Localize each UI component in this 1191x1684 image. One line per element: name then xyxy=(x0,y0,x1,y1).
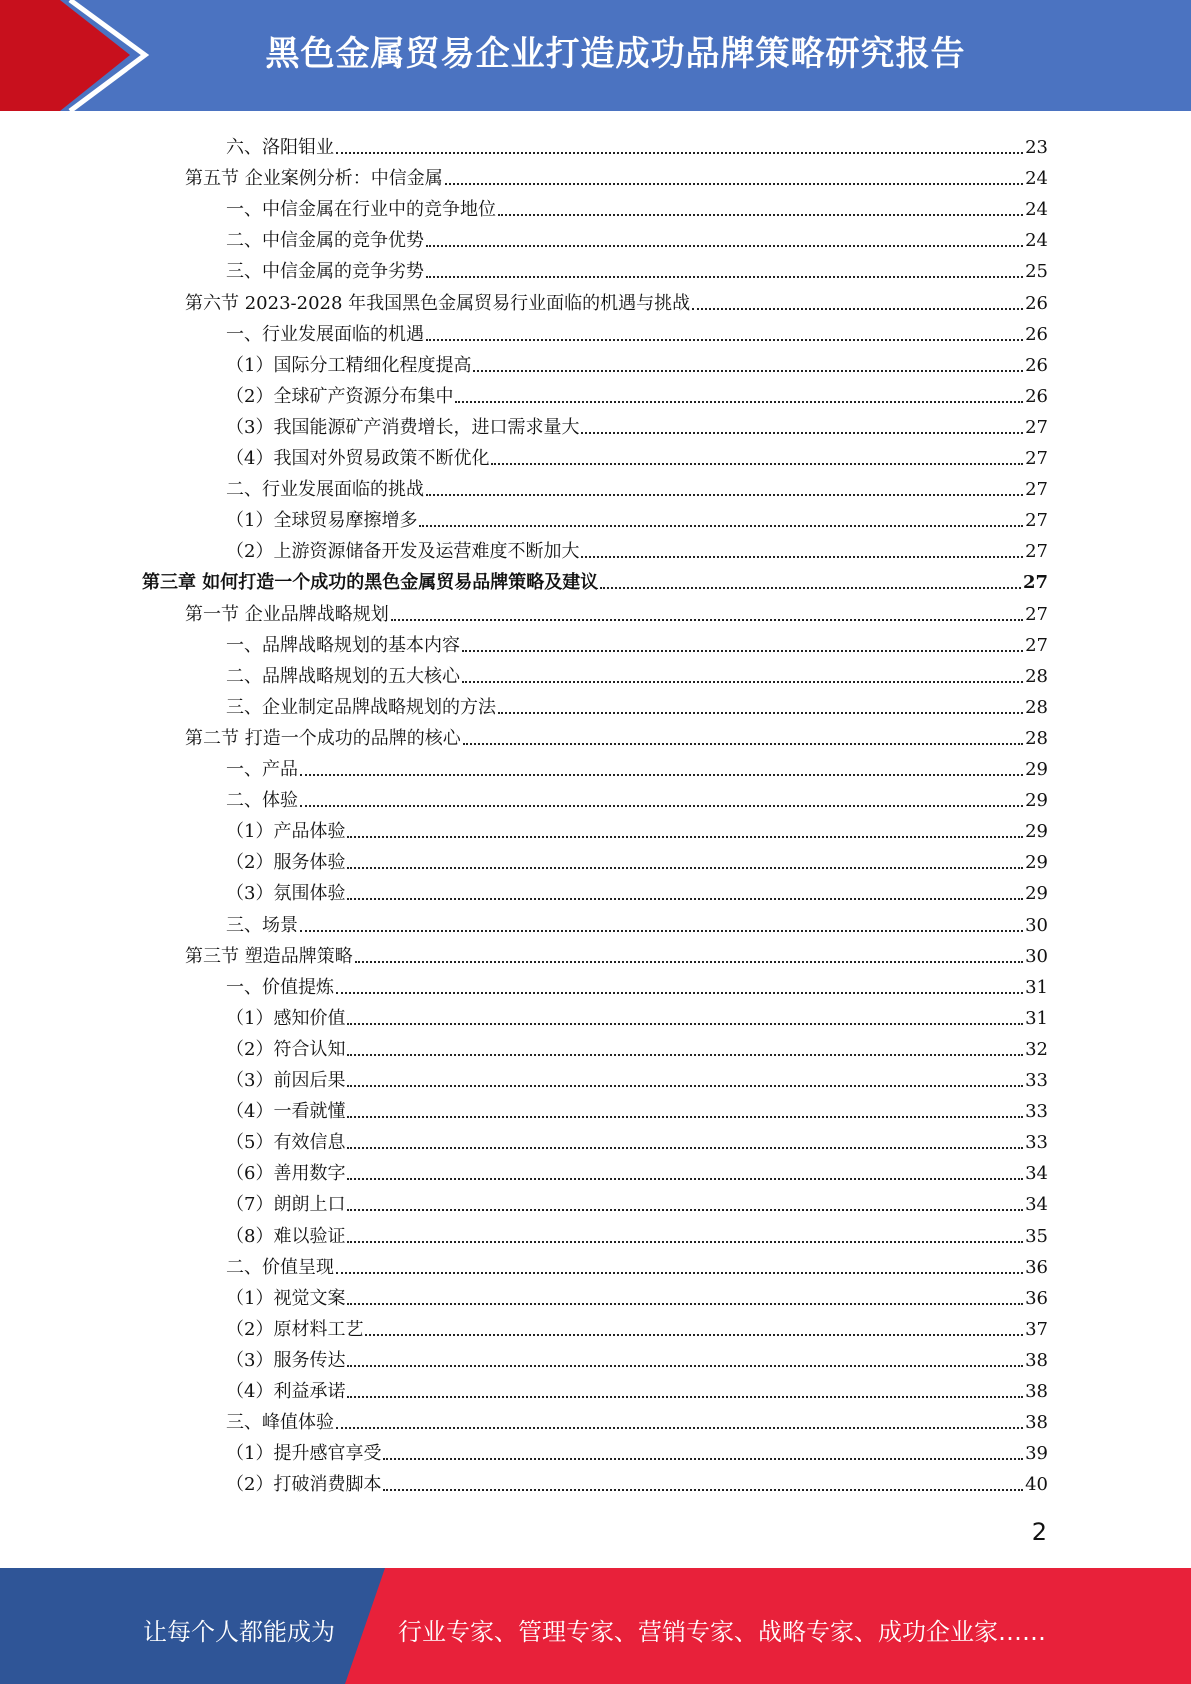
toc-entry-page: 27 xyxy=(1025,603,1048,625)
toc-entry-title: 三、场景 xyxy=(226,914,298,936)
toc-entry[interactable] xyxy=(226,190,1048,221)
toc-dot-leader xyxy=(347,1241,1023,1243)
page-number: 2 xyxy=(1031,1518,1047,1546)
toc-entry-title: 二、体验 xyxy=(226,790,298,812)
toc-dot-leader xyxy=(383,1489,1023,1491)
toc-entry-title: （4）我国对外贸易政策不断优化 xyxy=(226,448,490,469)
toc-dot-leader xyxy=(347,1054,1023,1056)
toc-entry[interactable] xyxy=(226,781,1048,812)
toc-entry[interactable] xyxy=(226,221,1048,252)
toc-entry-title: 六、洛阳钼业 xyxy=(226,137,334,158)
toc-entry-page: 28 xyxy=(1025,696,1048,718)
toc-dot-leader xyxy=(463,743,1023,745)
footer-banner xyxy=(0,1568,1191,1684)
toc-entry[interactable] xyxy=(226,1341,1048,1372)
toc-entry-title: （1）国际分工精细化程度提高 xyxy=(226,354,472,376)
toc-entry[interactable] xyxy=(226,657,1048,688)
toc-entry[interactable] xyxy=(226,346,1048,377)
toc-entry[interactable] xyxy=(226,1434,1048,1465)
toc-dot-leader xyxy=(498,214,1023,216)
toc-entry-title: 二、中信金属的竞争优势 xyxy=(226,230,424,252)
toc-entry-title: （2）上游资源储备开发及运营难度不断加大 xyxy=(226,541,580,563)
toc-entry-page: 27 xyxy=(1025,634,1048,656)
toc-entry[interactable] xyxy=(226,999,1048,1030)
toc-dot-leader xyxy=(347,867,1023,869)
footer-slogan-left: 让每个人都能成为 xyxy=(143,1618,335,1646)
toc-entry-page: 24 xyxy=(1025,168,1048,190)
toc-entry-title: （3）前因后果 xyxy=(226,1070,346,1091)
toc-entry-page: 23 xyxy=(1025,137,1048,158)
toc-entry[interactable] xyxy=(226,1403,1048,1434)
toc-dot-leader xyxy=(347,1365,1023,1367)
toc-entry[interactable] xyxy=(226,470,1048,501)
footer-slogan-right: 行业专家、管理专家、营销专家、战略专家、成功企业家…… xyxy=(398,1618,1046,1646)
toc-entry-page: 27 xyxy=(1025,448,1048,469)
toc-dot-leader xyxy=(383,1458,1023,1460)
toc-entry[interactable] xyxy=(226,128,1048,159)
toc-dot-leader xyxy=(498,712,1023,714)
toc-dot-leader xyxy=(336,152,1023,154)
toc-entry-page: 40 xyxy=(1025,1474,1048,1496)
toc-dot-leader xyxy=(365,1334,1023,1336)
toc-entry-title: （1）全球贸易摩擦增多 xyxy=(226,510,418,532)
toc-entry-title: （4）利益承诺 xyxy=(226,1381,346,1402)
toc-entry-title: （2）服务体验 xyxy=(226,852,346,874)
toc-entry-page: 25 xyxy=(1025,261,1048,283)
toc-dot-leader xyxy=(347,1116,1023,1118)
toc-entry[interactable] xyxy=(226,1310,1048,1341)
toc-entry-page: 27 xyxy=(1025,541,1048,563)
toc-entry[interactable] xyxy=(185,159,1048,190)
toc-entry-page: 27 xyxy=(1022,572,1048,594)
toc-entry[interactable] xyxy=(185,937,1048,968)
toc-dot-leader xyxy=(300,805,1023,807)
toc-dot-leader xyxy=(692,308,1023,310)
toc-dot-leader xyxy=(426,494,1023,496)
toc-entry-page: 32 xyxy=(1025,1038,1048,1060)
toc-entry-page: 33 xyxy=(1025,1101,1048,1123)
toc-entry-page: 29 xyxy=(1025,821,1048,843)
toc-dot-leader xyxy=(426,276,1023,278)
toc-dot-leader xyxy=(347,898,1023,900)
toc-entry-title: （2）全球矿产资源分布集中 xyxy=(226,385,454,407)
toc-entry-page: 31 xyxy=(1025,1007,1048,1029)
toc-entry-page: 33 xyxy=(1025,1132,1048,1154)
toc-entry[interactable] xyxy=(185,719,1048,750)
toc-entry-page: 26 xyxy=(1025,354,1048,376)
toc-entry-title: （4）一看就懂 xyxy=(226,1101,346,1123)
toc-entry[interactable] xyxy=(226,252,1048,283)
toc-entry-page: 24 xyxy=(1025,230,1048,252)
toc-dot-leader xyxy=(347,1023,1023,1025)
toc-entry-page: 34 xyxy=(1025,1163,1048,1185)
toc-entry[interactable] xyxy=(226,812,1048,843)
toc-dot-leader xyxy=(336,1272,1023,1274)
toc-dot-leader xyxy=(426,339,1023,341)
toc-entry-page: 26 xyxy=(1025,323,1048,345)
toc-entry-page: 39 xyxy=(1025,1443,1048,1465)
toc-entry[interactable] xyxy=(226,1465,1048,1496)
toc-entry[interactable] xyxy=(226,439,1048,470)
toc-entry[interactable] xyxy=(226,1185,1048,1216)
toc-entry-page: 26 xyxy=(1025,385,1048,407)
toc-entry[interactable] xyxy=(226,626,1048,657)
toc-entry-page: 27 xyxy=(1025,510,1048,532)
toc-dot-leader xyxy=(347,1209,1023,1211)
toc-entry-title: 第二节 打造一个成功的品牌的核心 xyxy=(185,727,461,749)
toc-dot-leader xyxy=(581,432,1023,434)
toc-entry[interactable] xyxy=(142,563,1048,594)
toc-entry-page: 29 xyxy=(1025,883,1048,905)
toc-dot-leader xyxy=(391,619,1023,621)
toc-entry-title: （8）难以验证 xyxy=(226,1225,346,1247)
toc-entry-title: （1）感知价值 xyxy=(226,1007,346,1029)
toc-entry-page: 29 xyxy=(1025,790,1048,812)
toc-dot-leader xyxy=(355,961,1023,963)
toc-entry-page: 37 xyxy=(1025,1318,1048,1340)
toc-entry-title: 三、企业制定品牌战略规划的方法 xyxy=(226,696,496,718)
toc-entry-page: 27 xyxy=(1025,416,1048,438)
toc-entry-title: （3）服务传达 xyxy=(226,1349,346,1371)
toc-entry[interactable] xyxy=(226,1279,1048,1310)
toc-entry-title: 一、价值提炼 xyxy=(226,976,334,998)
toc-entry[interactable] xyxy=(226,1030,1048,1061)
toc-entry[interactable] xyxy=(226,1372,1048,1403)
toc-entry-title: 三、中信金属的竞争劣势 xyxy=(226,261,424,283)
toc-entry-page: 34 xyxy=(1025,1194,1048,1216)
toc-dot-leader xyxy=(347,1303,1023,1305)
toc-entry-title: （2）打破消费脚本 xyxy=(226,1474,382,1496)
toc-dot-leader xyxy=(419,525,1023,527)
toc-dot-leader xyxy=(347,1178,1023,1180)
toc-entry-title: （2）原材料工艺 xyxy=(226,1318,364,1340)
toc-entry[interactable] xyxy=(226,906,1048,937)
toc-entry[interactable] xyxy=(226,501,1048,532)
toc-dot-leader xyxy=(462,650,1023,652)
toc-entry[interactable] xyxy=(226,1248,1048,1279)
toc-entry-title: 第一节 企业品牌战略规划 xyxy=(185,603,389,625)
toc-entry[interactable] xyxy=(226,843,1048,874)
toc-dot-leader xyxy=(455,401,1023,403)
toc-dot-leader xyxy=(347,1147,1023,1149)
toc-entry-page: 28 xyxy=(1025,727,1048,749)
toc-entry[interactable] xyxy=(226,1092,1048,1123)
toc-entry[interactable] xyxy=(226,408,1048,439)
toc-entry[interactable] xyxy=(226,1061,1048,1092)
toc-entry-title: 第六节 2023-2028 年我国黑色金属贸易行业面临的机遇与挑战 xyxy=(185,292,691,314)
toc-entry-title: （6）善用数字 xyxy=(226,1163,346,1185)
toc-entry-title: （1）视觉文案 xyxy=(226,1287,346,1309)
toc-entry-page: 30 xyxy=(1025,945,1048,967)
toc-entry-page: 33 xyxy=(1025,1070,1048,1091)
report-title: 黑色金属贸易企业打造成功品牌策略研究报告 xyxy=(265,34,966,74)
toc-entry-page: 30 xyxy=(1025,914,1048,936)
toc-entry-page: 38 xyxy=(1025,1349,1048,1371)
toc-dot-leader xyxy=(347,1396,1023,1398)
toc-dot-leader xyxy=(462,681,1023,683)
toc-entry-page: 29 xyxy=(1025,759,1048,780)
toc-entry-page: 38 xyxy=(1025,1381,1048,1402)
toc-entry[interactable] xyxy=(226,688,1048,719)
toc-entry-title: 第三章 如何打造一个成功的黑色金属贸易品牌策略及建议 xyxy=(142,572,599,594)
toc-entry-title: 二、品牌战略规划的五大核心 xyxy=(226,665,460,687)
toc-entry-page: 29 xyxy=(1025,852,1048,874)
toc-dot-leader xyxy=(445,183,1023,185)
toc-entry-title: （5）有效信息 xyxy=(226,1132,346,1154)
toc-entry-title: 一、中信金属在行业中的竞争地位 xyxy=(226,199,496,221)
toc-entry-title: 一、产品 xyxy=(226,759,298,780)
toc-entry-title: （1）产品体验 xyxy=(226,821,346,843)
toc-entry-page: 36 xyxy=(1025,1256,1048,1278)
toc-entry-title: 二、行业发展面临的挑战 xyxy=(226,479,424,501)
toc-entry-title: 第五节 企业案例分析：中信金属 xyxy=(185,168,443,190)
toc-entry-title: （7）朗朗上口 xyxy=(226,1194,346,1216)
toc-entry-page: 24 xyxy=(1025,199,1048,221)
toc-entry-page: 26 xyxy=(1025,292,1048,314)
toc-entry[interactable] xyxy=(226,315,1048,346)
toc-entry[interactable] xyxy=(226,750,1048,781)
toc-entry-page: 28 xyxy=(1025,665,1048,687)
toc-dot-leader xyxy=(300,774,1023,776)
toc-entry-page: 27 xyxy=(1025,479,1048,501)
toc-dot-leader xyxy=(336,992,1023,994)
toc-entry[interactable] xyxy=(226,532,1048,563)
toc-entry[interactable] xyxy=(226,1154,1048,1185)
toc-entry-title: （3）我国能源矿产消费增长，进口需求量大 xyxy=(226,416,580,438)
toc-entry[interactable] xyxy=(226,1217,1048,1248)
toc-entry-page: 35 xyxy=(1025,1225,1048,1247)
toc-entry[interactable] xyxy=(185,284,1048,315)
toc-dot-leader xyxy=(600,587,1021,589)
toc-dot-leader xyxy=(347,1085,1023,1087)
toc-entry-title: 第三节 塑造品牌策略 xyxy=(185,945,353,967)
toc-entry-title: （1）提升感官享受 xyxy=(226,1443,382,1465)
toc-dot-leader xyxy=(300,930,1023,932)
toc-entry[interactable] xyxy=(226,874,1048,905)
toc-entry-title: 二、价值呈现 xyxy=(226,1256,334,1278)
toc-entry-page: 38 xyxy=(1025,1412,1048,1434)
toc-entry[interactable] xyxy=(226,1123,1048,1154)
toc-entry[interactable] xyxy=(226,968,1048,999)
toc-dot-leader xyxy=(347,836,1023,838)
toc-entry-page: 31 xyxy=(1025,976,1048,998)
toc-dot-leader xyxy=(336,1427,1023,1429)
toc-entry-title: （2）符合认知 xyxy=(226,1038,346,1060)
toc-dot-leader xyxy=(491,463,1023,465)
report-header xyxy=(0,0,1191,111)
toc-dot-leader xyxy=(581,556,1023,558)
toc-entry-title: 一、行业发展面临的机遇 xyxy=(226,323,424,345)
toc-dot-leader xyxy=(426,245,1023,247)
toc-entry[interactable] xyxy=(185,595,1048,626)
toc-dot-leader xyxy=(473,370,1023,372)
toc-entry[interactable] xyxy=(226,377,1048,408)
toc-entry-page: 36 xyxy=(1025,1287,1048,1309)
toc-entry-title: 三、峰值体验 xyxy=(226,1412,334,1434)
toc-entry-title: 一、品牌战略规划的基本内容 xyxy=(226,634,460,656)
toc-entry-title: （3）氛围体验 xyxy=(226,883,346,905)
